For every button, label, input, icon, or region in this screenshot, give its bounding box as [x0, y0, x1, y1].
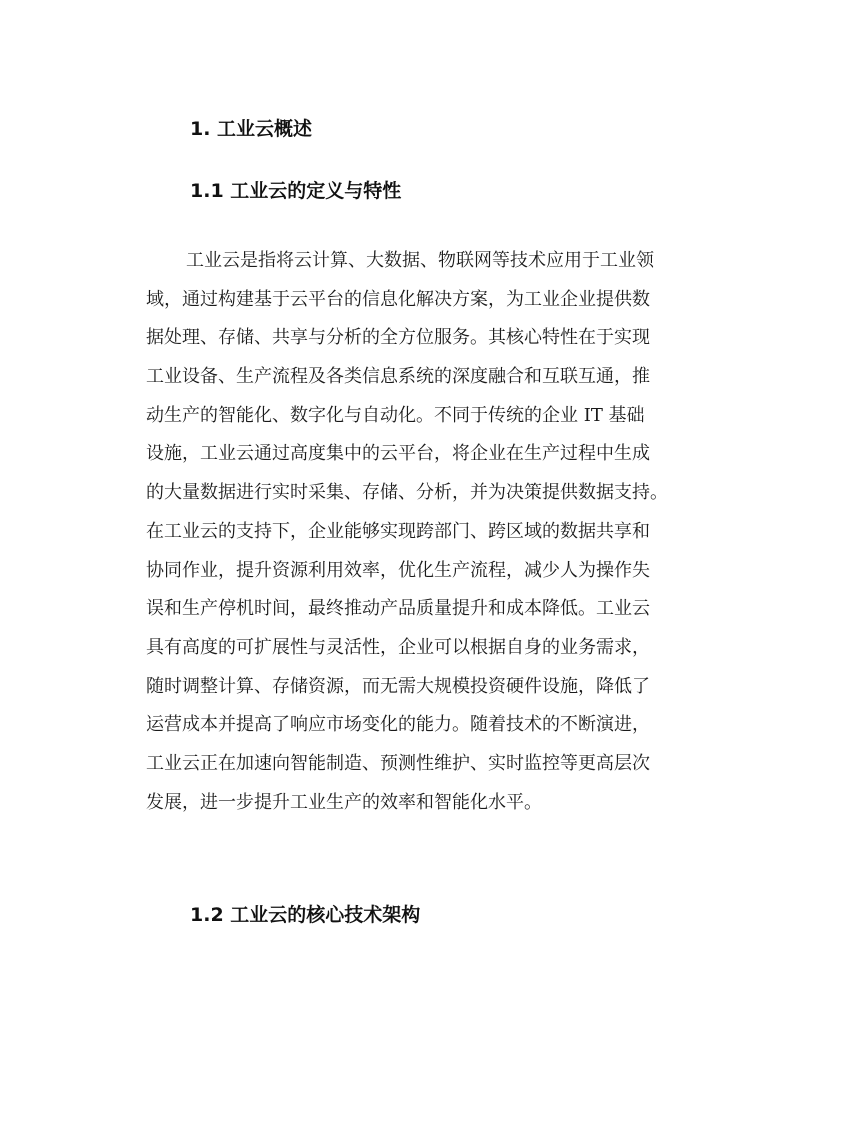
paragraph-line: 据处理、存储、共享与分析的全方位服务。其核心特性在于实现	[146, 327, 650, 349]
chapter-heading: 1. 工业云概述	[190, 118, 313, 140]
paragraph-line: 工业云正在加速向智能制造、预测性维护、实时监控等更高层次	[146, 752, 650, 774]
paragraph-line: 随时调整计算、存储资源，而无需大规模投资硬件设施，降低了	[146, 675, 650, 697]
paragraph-line: 工业云是指将云计算、大数据、物联网等技术应用于工业领	[186, 250, 654, 271]
body-paragraph	[146, 242, 706, 822]
section-heading-1-1: 1.1 工业云的定义与特性	[190, 180, 402, 202]
paragraph-line: 协同作业，提升资源利用效率，优化生产流程，减少人为操作失	[146, 559, 650, 581]
paragraph-line: 设施，工业云通过高度集中的云平台，将企业在生产过程中生成	[146, 443, 650, 465]
paragraph-line: 工业设备、生产流程及各类信息系统的深度融合和互联互通，推	[146, 366, 650, 388]
paragraph-line: 域，通过构建基于云平台的信息化解决方案，为工业企业提供数	[146, 288, 650, 310]
section-heading-1-2: 1.2 工业云的核心技术架构	[190, 904, 421, 926]
paragraph-line: 运营成本并提高了响应市场变化的能力。随着技术的不断演进，	[146, 714, 650, 736]
paragraph-line: 具有高度的可扩展性与灵活性，企业可以根据自身的业务需求，	[146, 636, 650, 658]
paragraph-line: 动生产的智能化、数字化与自动化。不同于传统的企业 IT 基础	[146, 404, 645, 426]
paragraph-line: 在工业云的支持下，企业能够实现跨部门、跨区域的数据共享和	[146, 520, 650, 542]
paragraph-line: 发展，进一步提升工业生产的效率和智能化水平。	[146, 791, 542, 813]
paragraph-line: 的大量数据进行实时采集、存储、分析，并为决策提供数据支持。	[146, 482, 668, 504]
paragraph-line: 误和生产停机时间，最终推动产品质量提升和成本降低。工业云	[146, 598, 650, 620]
